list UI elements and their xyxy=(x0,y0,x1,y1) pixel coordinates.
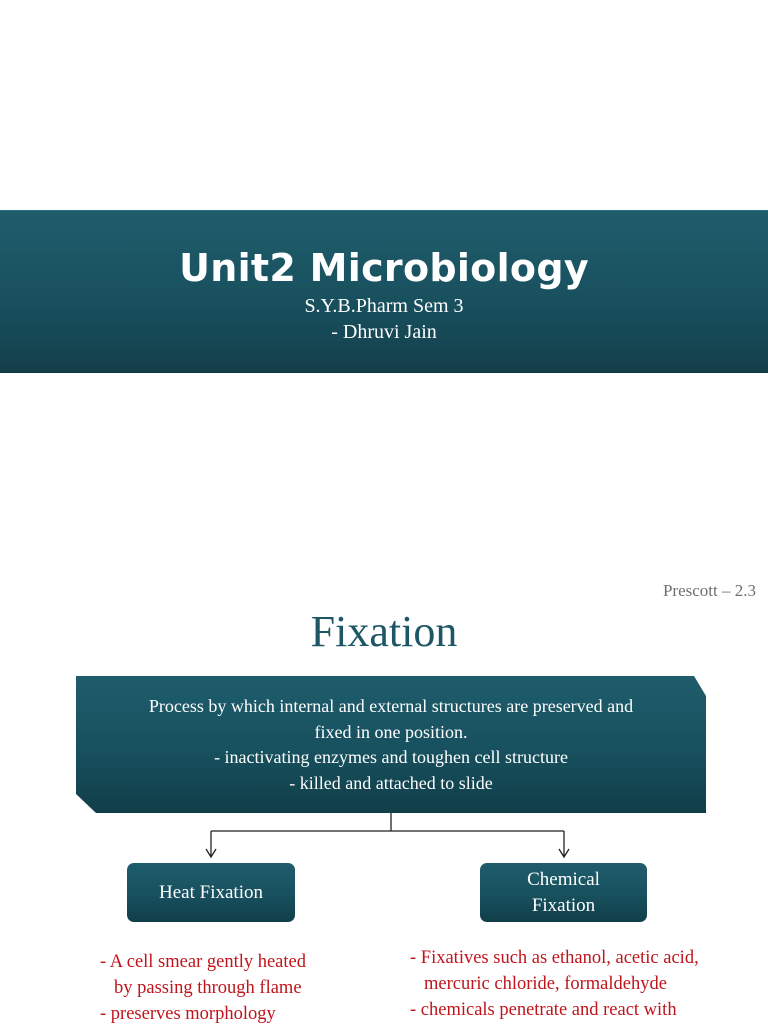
definition-line: - inactivating enzymes and toughen cell structure xyxy=(214,747,568,767)
list-item: - A cell smear gently heated xyxy=(100,952,306,972)
chemical-fixation-box xyxy=(480,863,647,922)
chemical-fixation-label: Fixation xyxy=(531,894,596,916)
slide-title: Unit2 Microbiology xyxy=(179,246,589,290)
list-item: - Fixatives such as ethanol, acetic acid, xyxy=(410,948,699,968)
definition-line: - killed and attached to slide xyxy=(289,772,493,793)
section-title: Fixation xyxy=(310,607,458,656)
list-item: - chemicals penetrate and react with xyxy=(410,1000,677,1020)
heat-fixation-points xyxy=(100,949,306,1024)
list-item: - preserves morphology xyxy=(100,1004,276,1024)
list-item: by passing through flame xyxy=(114,978,302,998)
slide-subtitle: S.Y.B.Pharm Sem 3 xyxy=(304,295,464,317)
slide-author: - Dhruvi Jain xyxy=(331,321,437,343)
heat-fixation-box xyxy=(127,863,295,922)
chemical-fixation-label: Chemical xyxy=(527,868,600,890)
heat-fixation-label: Heat Fixation xyxy=(159,881,263,903)
definition-line: fixed in one position. xyxy=(314,721,468,742)
reference-label: Prescott – 2.3 xyxy=(662,581,756,600)
definition-line: Process by which internal and external structures are preserved and xyxy=(148,696,634,716)
list-item: mercuric chloride, formaldehyde xyxy=(424,974,667,994)
chemical-fixation-points xyxy=(410,945,699,1023)
